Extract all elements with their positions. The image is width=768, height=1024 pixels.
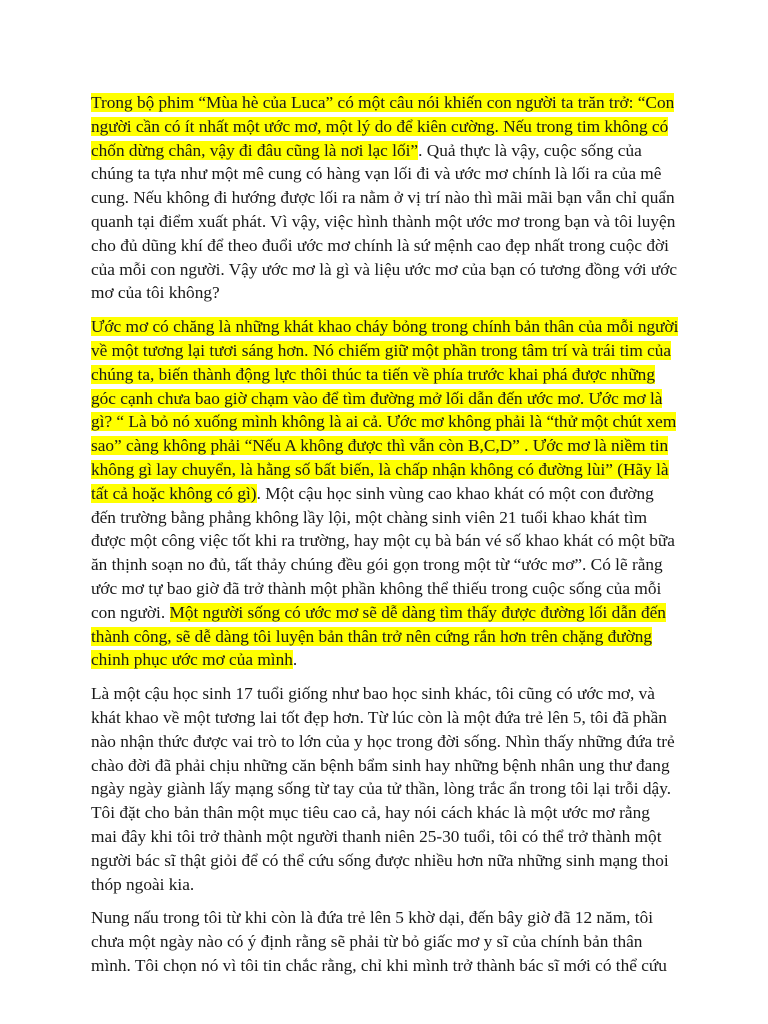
highlighted-text: Ước mơ có chăng là những khát khao cháy bỏng trong chính bản thân của mỗi người về một tương lại tươi sáng hơn. Nó chiếm giữ một phần trong tâm trí và trái tim của chúng ta, biến thành động lực thôi thúc ta tiến về phía trước khai phá được những góc cạnh chưa bao giờ chạm vào để tìm đường mở lối dẫn đến ước mơ. Ước mơ là gì? “ Là bỏ nó xuống mình không là ai cả. Ước mơ không phải là “thử một chút xem sao” càng không phải “Nếu A không được thì vẫn còn B,C,D” . Ước mơ là niềm tin không gì lay chuyển, là hằng số bất biến, là chấp nhận không có đường lùi” (Hãy là tất cả hoặc không có gì)	[91, 317, 679, 503]
body-text: . Một cậu học sinh vùng cao khao khát có một con đường đến trường bằng phẳng không lầy lội, một chàng sinh viên 21 tuổi khao khát tìm được một công việc tốt khi ra trường, hay một cụ bà bán vé số khao khát có một bữa ăn thịnh soạn no đủ, tất thảy chúng đều gói gọn trong một từ “ước mơ”. Có lẽ rằng ước mơ tự bao giờ đã trở thành một phần không thể thiếu trong cuộc sống của mỗi con người.	[91, 483, 675, 622]
body-text: . Quả thực là vậy, cuộc sống của chúng ta tựa như một mê cung có hàng vạn lối đi và ước mơ chính là lối ra của mê cung. Nếu không đi hướng được lối ra nằm ở vị trí nào thì mãi mãi bạn vẫn chỉ quẩn quanh tại điểm xuất phát. Vì vậy, việc hình thành một ước mơ trong bạn và tôi luyện cho đủ dũng khí để theo đuổi ước mơ chính là sứ mệnh cao đẹp nhất trong cuộc đời của mỗi con người. Vậy ước mơ là gì và liệu ước mơ của bạn có tương đồng với ước mơ của tôi không?	[91, 140, 678, 303]
body-text: .	[292, 650, 298, 670]
paragraph-4	[91, 906, 680, 977]
highlighted-text: Trong bộ phim “Mùa hè của Luca” có một câu nói khiến con người ta trăn trở: “Con người cần có ít nhất một ước mơ, một lý do để kiên cường. Nếu trong tim không có chốn dừng chân, vậy đi đâu cũng là nơi lạc lối”	[91, 93, 675, 160]
body-text: Nung nấu trong tôi từ khi còn là đứa trẻ lên 5 khờ dại, đến bây giờ đã 12 năm, tôi chưa một ngày nào có ý định rằng sẽ phải từ bỏ giấc mơ y sĩ của chính bản thân mình. Tôi chọn nó vì tôi tin chắc rằng, chỉ khi mình trở thành bác sĩ mới có thể cứu	[91, 908, 667, 975]
body-text: Là một cậu học sinh 17 tuổi giống như bao học sinh khác, tôi cũng có ước mơ, và khát khao về một tương lai tốt đẹp hơn. Từ lúc còn là một đứa trẻ lên 5, tôi đã phần nào nhận thức được vai trò to lớn của y học trong đời sống. Nhìn thấy những đứa trẻ chào đời đã phải chịu những căn bệnh bẩm sinh hay những bệnh nhân ung thư đang ngày ngày giành lấy mạng sống từ tay của tử thần, lòng trắc ẩn trong tôi lại trỗi dậy. Tôi đặt cho bản thân một mục tiêu cao cả, hay nói cách khác là một ước mơ rằng mai đây khi tôi trở thành một người thanh niên 25-30 tuổi, tôi có thể trở thành một người bác sĩ thật giỏi để có thể cứu sống được nhiều hơn nữa những sinh mạng thoi thóp ngoài kia.	[91, 684, 675, 894]
paragraph-2	[91, 315, 680, 672]
paragraph-1	[91, 91, 680, 305]
paragraph-3	[91, 682, 680, 896]
highlighted-text: Một người sống có ước mơ sẽ dễ dàng tìm thấy được đường lối dẫn đến thành công, sẽ dễ dàng tôi luyện bản thân trở nên cứng rắn hơn trên chặng đường chinh phục ước mơ của mình	[91, 602, 666, 670]
